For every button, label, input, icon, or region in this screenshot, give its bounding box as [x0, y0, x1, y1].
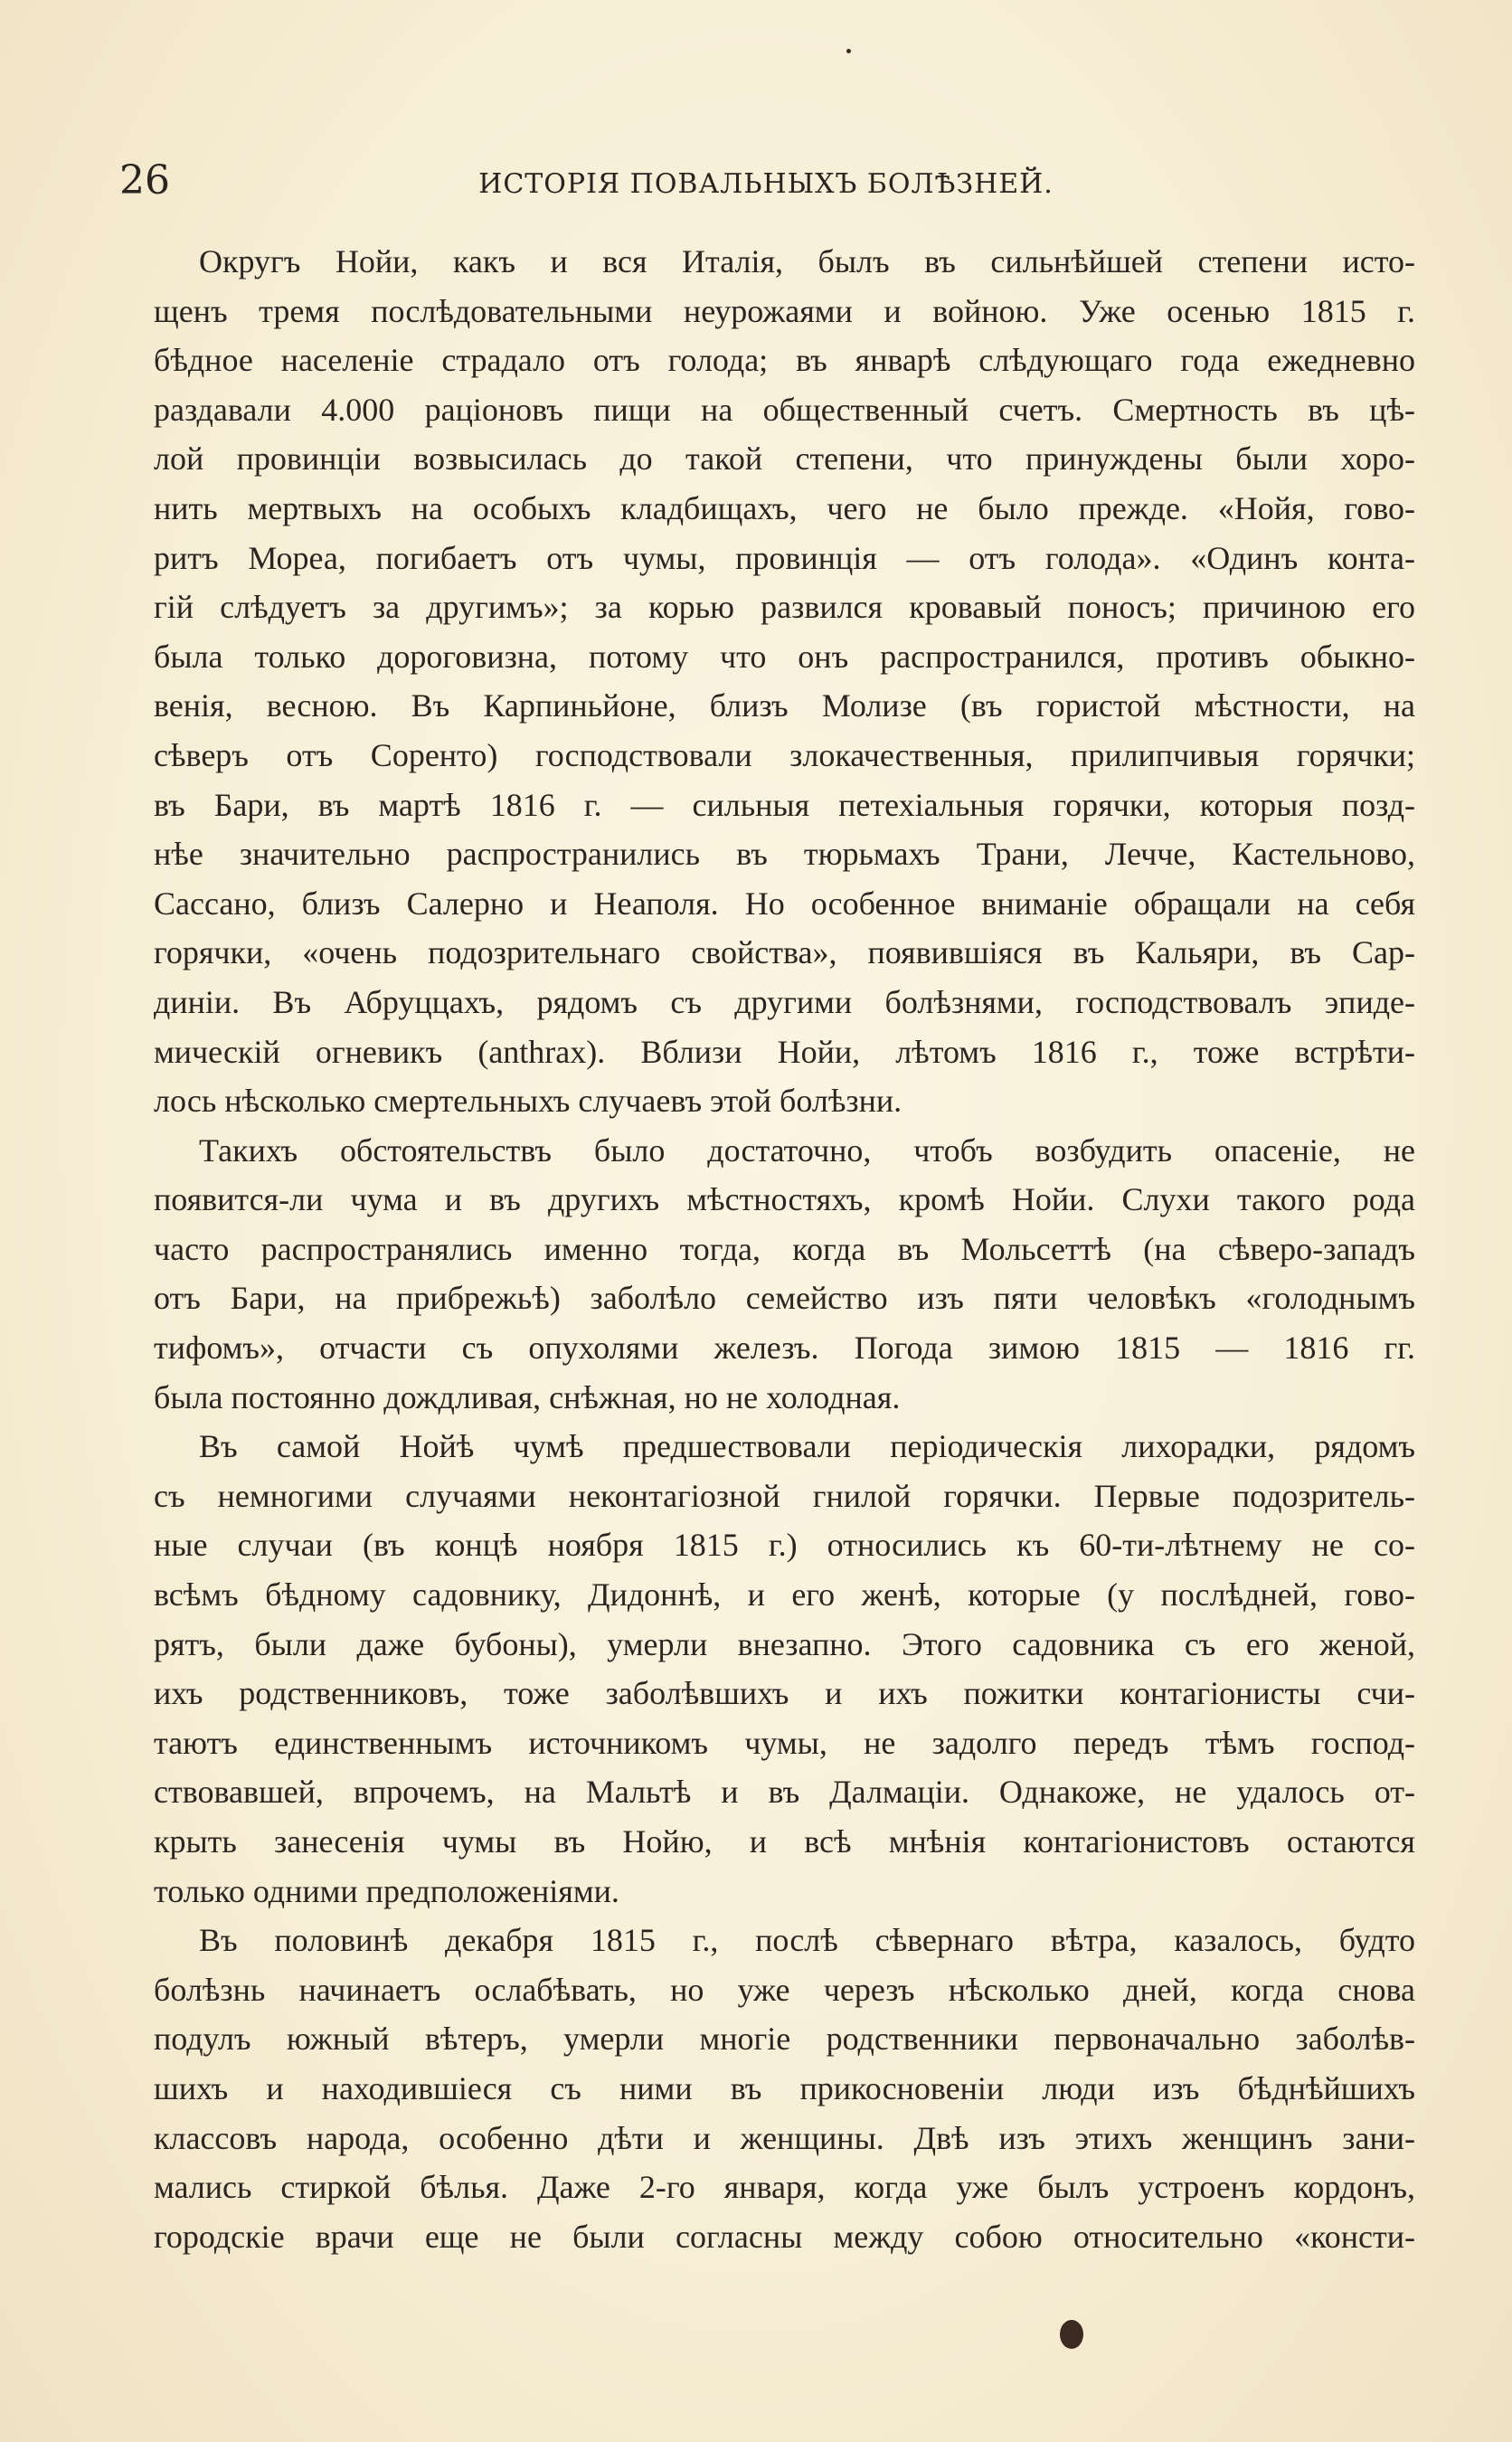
text-line: горячки, «очень подозрительнаго свойства», появившіяся въ Кальяри, въ Сар- [154, 934, 1415, 971]
body-text [154, 237, 1415, 2261]
text-line: ихъ родственниковъ, тоже заболѣвшихъ и ихъ пожитки контагіонисты счи- [154, 1675, 1415, 1712]
text-line: диніи. Въ Абруццахъ, рядомъ съ другими болѣзнями, господствовалъ эпиде- [154, 983, 1415, 1020]
text-line: крыть занесенія чумы въ Нойю, и всѣ мнѣнія контагіонистовъ остаются [154, 1823, 1415, 1860]
text-line: мическій огневикъ (anthrax). Вблизи Нойи, лѣтомъ 1816 г., тоже встрѣти- [154, 1033, 1415, 1070]
page-header [119, 154, 1413, 208]
text-line: классовъ народа, особенно дѣти и женщины. Двѣ изъ этихъ женщинъ зани- [154, 2119, 1415, 2156]
text-line: шихъ и находившіеся съ ними въ прикосновеніи люди изъ бѣднѣйшихъ [154, 2069, 1415, 2106]
ink-dot [846, 49, 851, 53]
text-line: въ Бари, въ мартѣ 1816 г. — сильныя петехіальныя горячки, которыя позд- [154, 786, 1415, 823]
text-line: таютъ единственнымъ источникомъ чумы, не задолго передъ тѣмъ господ- [154, 1724, 1415, 1761]
text-line: только одними предположеніями. [154, 1872, 619, 1909]
text-line: ствовавшей, впрочемъ, на Мальтѣ и въ Далмаціи. Однакоже, не удалось от- [154, 1774, 1415, 1811]
text-line: нить мертвыхъ на особыхъ кладбищахъ, чего не было прежде. «Нойя, гово- [154, 489, 1415, 526]
text-line: тифомъ», отчасти съ опухолями железъ. Погода зимою 1815 — 1816 гг. [154, 1330, 1415, 1367]
text-line: нѣе значительно распространились въ тюрьмахъ Трани, Лечче, Кастельново, [154, 836, 1415, 873]
text-line: подулъ южный вѣтеръ, умерли многіе родственники первоначально заболѣв- [154, 2021, 1415, 2058]
text-line: Сассано, близъ Салерно и Неаполя. Но особенное вниманіе обращали на себя [154, 885, 1415, 922]
text-line: щенъ тремя послѣдовательными неурожаями и войною. Уже осенью 1815 г. [154, 292, 1415, 329]
text-line: бѣдное населеніе страдало отъ голода; въ январѣ слѣдующаго года ежедневно [154, 342, 1415, 379]
text-line: болѣзнь начинаетъ ослабѣвать, но уже черезъ нѣсколько дней, когда снова [154, 1971, 1415, 2008]
text-line: съ немногими случаями неконтагіозной гнилой горячки. Первые подозритель- [154, 1477, 1415, 1514]
text-line: была постоянно дождливая, снѣжная, но не холодная. [154, 1378, 901, 1415]
text-line: часто распространялись именно тогда, когда въ Мольсеттѣ (на сѣверо-западъ [154, 1230, 1415, 1267]
text-line: венія, весною. Въ Карпиньйоне, близъ Молизе (въ гористой мѣстности, на [154, 687, 1415, 724]
text-line: была только дороговизна, потому что онъ распространился, противъ обыкно- [154, 638, 1415, 675]
text-line: ритъ Мореа, погибаетъ отъ чумы, провинція — отъ голода». «Одинъ конта- [154, 539, 1415, 576]
page-number: 26 [119, 157, 170, 204]
text-line: Округъ Нойи, какъ и вся Италія, былъ въ сильнѣйшей степени исто- [199, 243, 1415, 279]
text-line: мались стиркой бѣлья. Даже 2-го января, когда уже былъ устроенъ кордонъ, [154, 2169, 1415, 2206]
text-line: Въ самой Нойѣ чумѣ предшествовали періодическія лихорадки, рядомъ [199, 1428, 1415, 1465]
text-line: всѣмъ бѣдному садовнику, Дидоннѣ, и его женѣ, которые (у послѣдней, гово- [154, 1576, 1415, 1614]
text-line: гій слѣдуетъ за другимъ»; за корью развился кровавый поносъ; причиною его [154, 589, 1415, 626]
text-line: отъ Бари, на прибрежьѣ) заболѣло семейство изъ пяти человѣкъ «голоднымъ [154, 1280, 1415, 1317]
text-line: появится-ли чума и въ другихъ мѣстностяхъ, кромѣ Нойи. Слухи такого рода [154, 1181, 1415, 1218]
text-line: лось нѣсколько смертельныхъ случаевъ этой болѣзни. [154, 1083, 902, 1120]
text-line: Въ половинѣ декабря 1815 г., послѣ сѣвернаго вѣтра, казалось, будто [199, 1922, 1415, 1959]
running-title: ИСТОРІЯ ПОВАЛЬНЫХЪ БОЛѢЗНЕЙ. [478, 168, 1054, 200]
text-line: ные случаи (въ концѣ ноября 1815 г.) относились къ 60-ти-лѣтнему не со- [154, 1527, 1415, 1564]
text-line: сѣверъ отъ Соренто) господствовали злокачественныя, прилипчивыя горячки; [154, 736, 1415, 773]
ink-spot [1060, 2320, 1083, 2349]
text-line: лой провинціи возвысилась до такой степени, что принуждены были хоро- [154, 440, 1415, 478]
text-line: раздавали 4.000 раціоновъ пищи на общественный счетъ. Смертность въ цѣ- [154, 391, 1415, 428]
text-line: городскіе врачи еще не были согласны между собою относительно «консти- [154, 2218, 1415, 2255]
text-line: Такихъ обстоятельствъ было достаточно, чтобъ возбудить опасеніе, не [199, 1131, 1415, 1169]
text-line: рятъ, были даже бубоны), умерли внезапно. Этого садовника съ его женой, [154, 1625, 1415, 1662]
